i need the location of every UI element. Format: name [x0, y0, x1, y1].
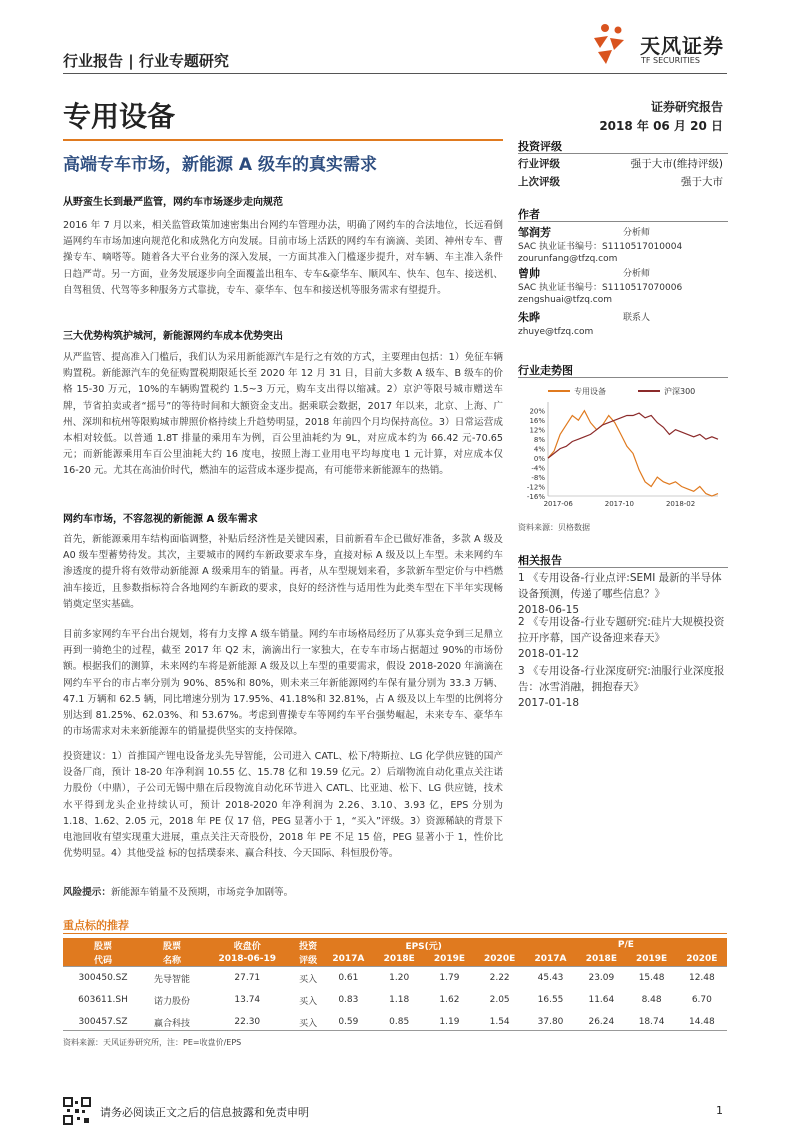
y-tick-label: -8%	[531, 474, 545, 483]
author-name: 朱晔	[518, 311, 540, 324]
th2: 2018E	[374, 952, 424, 967]
authors-title: 作者	[518, 208, 540, 221]
table-cell: 8.48	[641, 995, 662, 1005]
rating-value: 强于大市	[681, 176, 723, 188]
related-report[interactable]	[518, 570, 728, 618]
author-card	[518, 227, 728, 266]
table-cell: 赢合科技	[153, 1018, 190, 1029]
section-body-3: 首先，新能源乘用车结构面临调整，补贴后经济性是关键因素，目前新看车企已做好准备，多款 A 级及 A0 级车型蓄势待发。其次，主要城市的网约车新政要求车身，直接对标 A 级及以上车型。未来网约车渗透度的提升将有效带动新能源 A 级乘用车的销量。再者，从车型规划来看，多款新车型定价与中档燃油车接近，且参数指标符合各地网约车新政的要求，良好的经济性与适用性为此类车型在下半年实现畅销奠定坚实基础。	[63, 534, 503, 610]
report-type: 证券研究报告	[650, 100, 723, 114]
th2: 2019E	[424, 952, 474, 967]
logo-text-cn: 天风证券	[640, 34, 724, 58]
series-line	[548, 413, 718, 458]
th-rating: 投资	[294, 938, 323, 952]
th2: 2018-06-19	[201, 952, 294, 967]
related-report[interactable]	[518, 614, 728, 662]
section-body-2: 从严监管、提高准入门槛后，我们认为采用新能源汽车是行之有效的方式，主要理由包括：1）免征车辆购置税。新能源汽车的免征购置税期限延长至 2020 年 12 月 31 日，目前大多数 A 级车、B 级车的价格 15-30 万元，10%的车辆购置税约 1.5~3 万元，购车支出得以缩减。2）京沪等限号城市赠送车牌，节省拍卖或者“摇号”的等待时间和大额资金支出。据乘联会数据，2017 年以来，北京、上海、广州、深圳和杭州等限购城市牌照价格持续上升趋势明显，2018 年前四个月均保持高位。3）日常运营成本相对较低。以普通 1.8T 排量的乘用车为例，百公里油耗约为 9L，对应成本约为 66.42 元-70.65 元；而新能源乘用车百公里油耗大约 16 度电，按照上海工业用电平均每度电 1 元计算，对应成本仅 16-20 元。尤其在高油价时代，燃油车的运营成本逐步提高，有可能带来新能源车的热销。	[63, 352, 503, 477]
table-cell: 37.80	[537, 1017, 564, 1027]
table-cell: 1.20	[374, 967, 424, 990]
x-tick-label: 2017-06	[543, 500, 573, 508]
th2: 2020E	[475, 952, 525, 967]
rating-key: 行业评级	[518, 158, 560, 170]
rating-row	[518, 174, 723, 189]
related-divider	[518, 567, 728, 568]
trend-title: 行业走势图	[518, 364, 573, 377]
related-report-title[interactable]: 1 《专用设备-行业点评:SEMI 最新的半导体设备预测，传递了哪些信息？》	[518, 572, 722, 600]
table-cell: 16.55	[537, 995, 564, 1005]
author-email[interactable]: zourunfang@tfzq.com	[518, 254, 618, 264]
y-tick-label: -4%	[531, 464, 545, 473]
table-cell: 11.64	[588, 995, 615, 1005]
chart-source: 资料来源：贝格数据	[518, 523, 590, 532]
rating-divider	[518, 153, 728, 154]
th-eps: EPS(元)	[323, 938, 525, 952]
rating-key: 上次评级	[518, 176, 560, 188]
logo-text-en: TF SECURITIES	[641, 56, 700, 65]
risk-note	[63, 885, 503, 901]
table-cell: 12.48	[677, 967, 727, 990]
author-email[interactable]: zengshuai@tfzq.com	[518, 295, 613, 305]
y-tick-label: 20%	[529, 407, 545, 416]
table-cell: 18.74	[638, 1017, 665, 1027]
th2: 名称	[143, 952, 201, 967]
th-pe: P/E	[525, 938, 727, 952]
y-tick-label: 8%	[533, 436, 545, 445]
related-report-date: 2018-06-15	[518, 604, 580, 616]
author-cert: SAC 执业证书编号：S1110517010004	[518, 241, 683, 252]
section-title-1: 从野蛮生长到最严监管，网约车市场逐步走向规范	[63, 197, 283, 208]
table-cell: 先导智能	[143, 967, 201, 990]
author-card	[518, 312, 728, 338]
series-line	[548, 411, 718, 496]
table-cell: 603611.SH	[78, 995, 128, 1005]
section-body-4: 目前多家网约车平台出台规划，将有力支撑 A 级车销量。网约车市场格局经历了从寡头竞争到三足鼎立再到一骑绝尘的过程，截至 2017 年 Q2 末，滴滴出行一家独大，在专车市场占据超过 90%的市场份额。根据我们的测算，未来网约车将是新能源 A 级及以上车型的重要需求，假设 2018-2020 年滴滴在网约车平台的市占率分别为 90%、85%和 80%，则未来三年新能源网约车保有量分别为 33.3 万辆、47.1 万辆和 62.5 辆，同比增速分别为 17.95%、41.18%和 32.81%，占 A 级及以上车型的比例将分别达到 81.25%、62.03%、和 53.67%。考虑到曹操专车等网约车平台强势崛起，未来专车、豪华车的市场需求对未来新能源车的销量提供坚实的支持保障。	[63, 629, 503, 738]
author-name: 曾帅	[518, 267, 540, 280]
related-report-title[interactable]: 3 《专用设备-行业深度研究:油服行业深度报告：冰雪消融，拥抱春天》	[518, 665, 725, 693]
y-tick-label: -16%	[526, 493, 545, 501]
sector-title: 专用设备	[63, 100, 176, 133]
y-tick-label: 4%	[533, 445, 545, 454]
page-number: 1	[716, 1104, 723, 1117]
risk-text: 新能源车销量不及预期，市场竞争加剧等。	[110, 887, 294, 898]
author-role: 分析师	[623, 269, 651, 279]
table-cell: 300450.SZ	[63, 967, 143, 990]
related-report-title[interactable]: 2 《专用设备-行业专题研究:硅片大规模投资拉开序幕，国产设备迎来春天》	[518, 616, 725, 644]
table-cell: 45.43	[525, 967, 577, 990]
breadcrumb: 行业报告 | 行业专题研究	[63, 52, 229, 70]
table-source: 资料来源：天风证券研究所，注：PE=收盘价/EPS	[63, 1038, 242, 1047]
table-cell: 6.70	[691, 995, 712, 1005]
y-tick-label: 0%	[533, 455, 545, 464]
footer-disclaimer: 请务必阅读正文之后的信息披露和免责申明	[100, 1106, 309, 1119]
th-name: 股票	[143, 938, 201, 952]
table-cell: 1.54	[489, 1017, 510, 1027]
author-name: 邹润芳	[518, 226, 551, 239]
y-tick-label: 12%	[529, 426, 545, 435]
table-cell: 0.59	[338, 1017, 359, 1027]
risk-label: 风险提示：	[63, 887, 111, 898]
legend-label: 专用设备	[574, 387, 606, 396]
author-cert: SAC 执业证书编号：S1110517070006	[518, 282, 683, 293]
trend-divider	[518, 377, 728, 378]
table-cell: 买入	[294, 967, 323, 990]
section-title-3: 网约车市场，不容忽视的新能源 A 级车需求	[63, 514, 258, 525]
table-cell: 0.83	[338, 995, 359, 1005]
title-divider	[63, 139, 503, 141]
header-divider	[63, 73, 727, 74]
table-cell: 1.79	[424, 967, 474, 990]
x-tick-label: 2018-02	[665, 500, 696, 508]
table-cell: 2.05	[489, 995, 510, 1005]
table-cell: 22.30	[234, 1017, 261, 1027]
table-row	[63, 989, 727, 1011]
th-code: 股票	[63, 938, 143, 952]
table-cell: 0.85	[389, 1017, 410, 1027]
th2: 2017A	[525, 952, 577, 967]
table-cell: 买入	[299, 1018, 318, 1029]
industry-trend-chart	[518, 382, 728, 512]
qr-code-icon	[63, 1097, 91, 1125]
author-role: 分析师	[623, 228, 651, 238]
table-cell: 1.19	[439, 1017, 460, 1027]
related-report-date: 2018-01-12	[518, 648, 580, 660]
th2: 2018E	[576, 952, 626, 967]
table-cell: 0.61	[323, 967, 375, 990]
report-headline: 高端专车市场，新能源 A 级车的真实需求	[63, 155, 377, 175]
table-title: 重点标的推荐	[63, 917, 727, 934]
rating-row	[518, 156, 723, 171]
authors-divider	[518, 221, 728, 222]
th2: 代码	[63, 952, 143, 967]
th2: 2019E	[626, 952, 676, 967]
table-cell: 300457.SZ	[78, 1017, 128, 1027]
table-cell: 13.74	[234, 995, 261, 1005]
section-body-1: 2016 年 7 月以来，相关监管政策加速密集出台网约车管理办法，明确了网约车的合法地位，长远看倒逼网约车市场加速向规范化和成熟化方向发展。目前市场上活跃的网约车有滴滴、美团、神州专车、曹操专车、嘀嗒等。随着各大平台业务的深入发展，一方面其准入门槛逐步提升，对车辆、车主准入条件日趋严苛。另一方面，业务发展逐步向全面覆盖出租车、专车&豪华车、顺风车、快车、包车、接送机、自驾租赁、代驾等多种服务方式靠拢，专车、豪华车、包车和接送机等服务需求有望提升。	[63, 220, 503, 296]
th2: 2017A	[323, 952, 375, 967]
table-cell: 买入	[299, 996, 318, 1007]
table-row	[63, 967, 727, 990]
table-cell: 23.09	[576, 967, 626, 990]
table-cell: 1.62	[439, 995, 460, 1005]
recommend-table	[63, 938, 727, 1033]
y-tick-label: -12%	[526, 483, 545, 492]
th2: 评级	[294, 952, 323, 967]
table-cell: 26.24	[588, 1017, 615, 1027]
section-body-5: 投资建议：1）首推国产锂电设备龙头先导智能，公司进入 CATL、松下/特斯拉、LG 化学供应链的国产设备厂商，预计 18-20 年净利润 10.55 亿、15.78 亿和 19.59 亿元。2）后端物流自动化重点关注诺力股份（中鼎），子公司无锡中鼎在后段物流自动化环节进入 CATL、比亚迪、松下、LG 供应链，技术水平得到龙头企业持续认可，预计 2018-2020 年净利润为 2.26、3.10、3.93 亿，EPS 分别为 1.18、1.62、2.05 元，2018 年 PE 仅 17 倍，PEG 显著小于 1，“买入”评级。3）资源稀缺的背景下电池回收有望实现重大进展，重点关注天奇股份，2018 年 PE 不足 15 倍，PEG 显著小于 1，性价比优势明显。4）其他受益 标的包括璞泰来、赢合科技、今天国际、科恒股份等。	[63, 751, 503, 860]
report-date: 2018 年 06 月 20 日	[599, 119, 723, 133]
th-close: 收盘价	[201, 938, 294, 952]
y-tick-label: 16%	[529, 417, 545, 426]
rating-title: 投资评级	[518, 140, 562, 153]
table-cell: 诺力股份	[153, 996, 190, 1007]
table-cell: 15.48	[626, 967, 676, 990]
x-tick-label: 2017-10	[604, 500, 635, 508]
related-report[interactable]	[518, 663, 728, 711]
related-report-date: 2017-01-18	[518, 697, 580, 709]
th2: 2020E	[677, 952, 727, 967]
rating-value: 强于大市(维持评级)	[630, 158, 723, 170]
table-cell: 14.48	[688, 1017, 715, 1027]
legend-label: 沪深300	[664, 387, 696, 396]
author-role: 联系人	[623, 313, 651, 323]
author-email[interactable]: zhuye@tfzq.com	[518, 326, 594, 337]
author-card	[518, 268, 728, 307]
table-cell: 1.18	[389, 995, 410, 1005]
related-title: 相关报告	[518, 554, 562, 567]
table-cell: 27.71	[201, 967, 294, 990]
table-cell: 2.22	[475, 967, 525, 990]
section-title-2: 三大优势构筑护城河，新能源网约车成本优势突出	[63, 331, 283, 342]
